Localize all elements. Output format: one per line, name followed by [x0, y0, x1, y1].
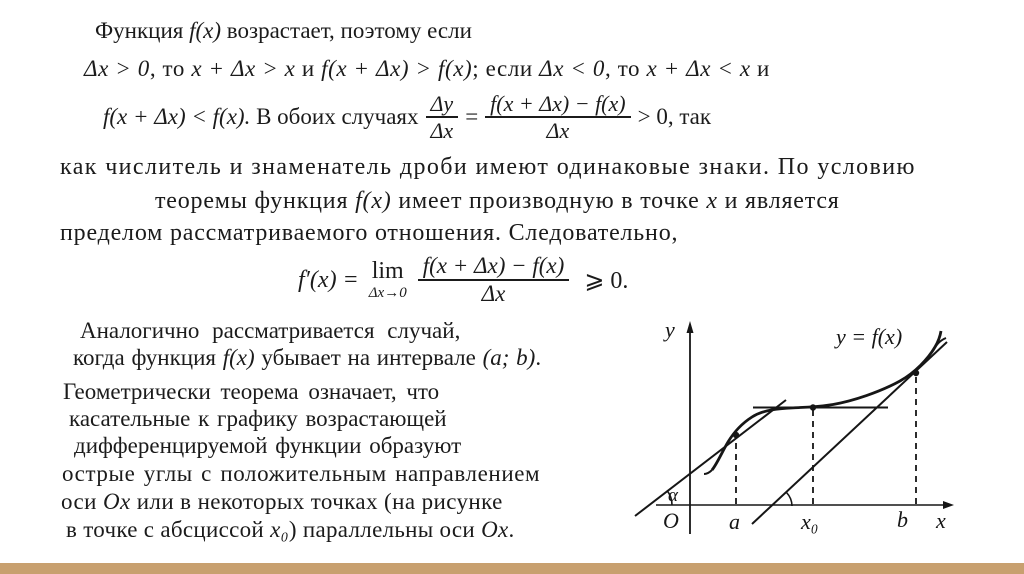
text-segment: x₀	[270, 517, 289, 542]
text-segment: дифференцируемой функции образуют	[74, 433, 462, 458]
text-segment: и является	[717, 188, 840, 214]
x-axis-label: x	[936, 508, 946, 533]
text-segment: > 0, так	[637, 104, 712, 129]
y-axis-label: y	[665, 317, 675, 342]
text-segment: (a; b)	[482, 345, 536, 370]
text-segment: f(x + Δx) < f(x).	[103, 104, 251, 129]
text-segment: f(x)	[189, 18, 222, 43]
function-graph-figure	[622, 298, 1017, 550]
text-segment: оси	[61, 489, 103, 514]
point-b	[913, 370, 919, 376]
text-segment: имеет производную в точке	[391, 188, 707, 214]
text-segment: f(x + Δx) > f(x)	[321, 56, 473, 81]
paragraph-line-2	[84, 56, 770, 82]
inline-fraction-dy-dx	[426, 92, 459, 142]
text-segment: x + Δx < x	[646, 56, 751, 81]
limit-operator	[369, 259, 407, 301]
text-segment: Функция	[95, 18, 190, 43]
fraction-denominator: Δx	[546, 118, 570, 143]
x0-label: x₀	[801, 509, 819, 534]
tangent-at-a	[635, 400, 786, 516]
lim-text: lim	[371, 258, 404, 284]
text-segment: острые углы с положительным направлением	[62, 461, 541, 486]
text-segment: Ox	[481, 517, 509, 542]
lim-subscript: Δx→0	[368, 285, 407, 301]
line3-text	[638, 104, 711, 130]
text-segment: Аналогично рассматривается случай,	[80, 318, 461, 343]
text-segment: , то	[149, 56, 192, 81]
paragraph-line-7	[80, 318, 460, 344]
paragraph-line-11	[74, 433, 461, 459]
text-segment: В обоих случаях	[250, 104, 419, 129]
text-segment: .	[508, 517, 515, 542]
fraction-denominator: Δx	[481, 281, 506, 306]
point-x0	[810, 404, 816, 410]
paragraph-line-14	[66, 517, 515, 543]
a-label: a	[729, 509, 740, 534]
text-segment: ) параллельны оси	[288, 517, 482, 542]
paragraph-line-6	[60, 220, 678, 248]
text-segment: Δx > 0	[84, 56, 150, 81]
text-segment: x + Δx > x	[191, 56, 296, 81]
equals-sign: =	[465, 104, 479, 129]
text-segment: теоремы функция	[155, 188, 356, 214]
text-segment: пределом рассматриваемого отношения. Следовательно,	[60, 220, 679, 246]
inline-fraction-difference-quotient	[485, 92, 630, 142]
footer-accent-bar	[0, 563, 1024, 574]
text-segment: или в некоторых точках (на рисунке	[130, 489, 503, 514]
text-segment: Геометрически теорема означает, что	[63, 379, 440, 404]
y-axis-arrow	[687, 321, 694, 333]
text-segment: f(x)	[355, 188, 392, 214]
text-segment: x	[706, 188, 718, 214]
text-segment: касательные к графику возрастающей	[69, 406, 447, 431]
formula-fraction	[418, 254, 570, 306]
paragraph-line-3	[103, 88, 711, 146]
paragraph-line-13	[61, 489, 503, 515]
fraction-numerator: f(x + Δx) − f(x)	[418, 254, 570, 281]
text-segment: f(x)	[222, 345, 255, 370]
function-curve	[712, 331, 941, 470]
text-segment: как числитель и знаменатель дроби имеют одинаковые знаки. По условию	[60, 154, 916, 180]
paragraph-line-12	[62, 461, 540, 487]
line3-text	[103, 104, 419, 130]
text-segment: .	[535, 345, 542, 370]
fraction-numerator: f(x + Δx) − f(x)	[485, 92, 630, 118]
origin-label: O	[663, 508, 679, 533]
alpha-label: α	[668, 485, 678, 506]
formula-lhs: f′(x) =	[298, 266, 359, 293]
display-formula	[298, 250, 628, 310]
text-segment: когда функция	[73, 345, 223, 370]
text-segment: в точке с абсциссой	[66, 517, 271, 542]
text-segment: и	[750, 56, 770, 81]
curve-start-flick	[704, 470, 712, 474]
text-segment: убывает на интервале	[254, 345, 483, 370]
curve-equation-label: y = f(x)	[836, 324, 903, 349]
text-segment: ; если	[472, 56, 540, 81]
angle-arc-tangent-b	[787, 493, 793, 507]
formula-rhs: ⩾ 0.	[584, 267, 629, 294]
text-segment: и	[295, 56, 322, 81]
paragraph-line-1	[95, 18, 472, 44]
paragraph-line-10	[69, 406, 447, 432]
paragraph-line-5	[155, 188, 840, 216]
text-segment: , то	[605, 56, 647, 81]
text-segment: возрастает, поэтому если	[221, 18, 472, 43]
b-label: b	[897, 507, 908, 532]
point-a	[733, 432, 739, 438]
text-segment: Ox	[102, 489, 131, 514]
fraction-numerator: Δy	[426, 92, 459, 118]
paragraph-line-9	[63, 379, 439, 405]
text-segment: Δx < 0	[539, 56, 605, 81]
fraction-denominator: Δx	[430, 118, 454, 143]
paragraph-line-8	[73, 345, 541, 371]
paragraph-line-4	[60, 154, 916, 182]
